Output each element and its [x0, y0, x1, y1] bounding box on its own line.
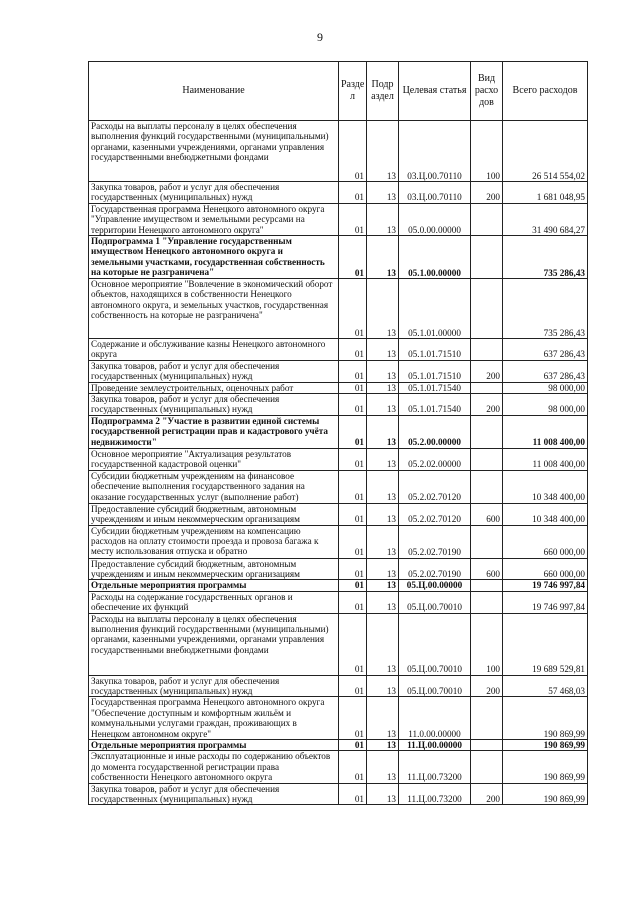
table-row [89, 121, 588, 182]
row-vid: 100 [471, 121, 503, 182]
row-vid [471, 525, 503, 558]
row-name: Предоставление субсидий бюджетным, автономным учреждениям и иным некоммерческим организациям [89, 503, 339, 525]
row-vid: 100 [471, 613, 503, 675]
row-razdel: 01 [339, 470, 367, 503]
row-celevaya: 03.Ц.00.70110 [399, 182, 471, 204]
table-row [89, 503, 588, 525]
table-row [89, 203, 588, 235]
row-celevaya: 05.Ц.00.00000 [399, 580, 471, 591]
row-name: Закупка товаров, работ и услуг для обеспечения государственных (муниципальных) нужд [89, 182, 339, 204]
row-podrazdel: 13 [367, 613, 399, 675]
table-row [89, 751, 588, 783]
row-name: Отдельные мероприятия программы [89, 580, 339, 591]
row-name: Основное мероприятие "Актуализация результатов государственной кадастровой оценки" [89, 448, 339, 470]
row-podrazdel: 13 [367, 394, 399, 416]
row-vid: 600 [471, 503, 503, 525]
row-celevaya: 11.Ц.00.00000 [399, 739, 471, 750]
row-podrazdel: 13 [367, 121, 399, 182]
row-celevaya: 05.Ц.00.70010 [399, 591, 471, 613]
row-razdel: 01 [339, 503, 367, 525]
row-razdel: 01 [339, 558, 367, 580]
row-vid [471, 580, 503, 591]
row-name: Закупка товаров, работ и услуг для обеспечения государственных (муниципальных) нужд [89, 394, 339, 416]
table-body [89, 121, 588, 805]
row-podrazdel: 13 [367, 382, 399, 393]
row-celevaya: 05.1.01.71510 [399, 339, 471, 361]
row-celevaya: 05.0.00.00000 [399, 203, 471, 235]
row-razdel: 01 [339, 182, 367, 204]
header-podrazdel: Подр аздел [367, 62, 399, 121]
row-vid [471, 739, 503, 750]
row-name: Закупка товаров, работ и услуг для обеспечения государственных (муниципальных) нужд [89, 783, 339, 805]
table-row [89, 675, 588, 697]
row-vid [471, 415, 503, 448]
table-row [89, 580, 588, 591]
row-total: 637 286,43 [503, 339, 588, 361]
row-total: 31 490 684,27 [503, 203, 588, 235]
row-podrazdel: 13 [367, 525, 399, 558]
row-vid [471, 751, 503, 783]
row-celevaya: 05.2.02.00000 [399, 448, 471, 470]
header-name: Наименование [89, 62, 339, 121]
row-razdel: 01 [339, 525, 367, 558]
row-celevaya: 05.2.02.70120 [399, 503, 471, 525]
row-total: 660 000,00 [503, 558, 588, 580]
row-vid [471, 697, 503, 740]
header-vid: Вид расхо дов [471, 62, 503, 121]
row-razdel: 01 [339, 279, 367, 339]
row-podrazdel: 13 [367, 580, 399, 591]
row-name: Расходы на выплаты персоналу в целях обеспечения выполнения функций государственными (муниципальными) органами, казенными учреждениями, органами управления государственными внебюджетными фондами [89, 121, 339, 182]
row-total: 1 681 048,95 [503, 182, 588, 204]
row-podrazdel: 13 [367, 182, 399, 204]
row-podrazdel: 13 [367, 675, 399, 697]
row-razdel: 01 [339, 591, 367, 613]
row-celevaya: 03.Ц.00.70110 [399, 121, 471, 182]
row-podrazdel: 13 [367, 751, 399, 783]
row-podrazdel: 13 [367, 558, 399, 580]
row-vid [471, 236, 503, 279]
row-celevaya: 05.1.01.71510 [399, 360, 471, 382]
row-total: 660 000,00 [503, 525, 588, 558]
row-vid: 200 [471, 182, 503, 204]
row-name: Проведение землеустроительных, оценочных работ [89, 382, 339, 393]
row-name: Подпрограмма 2 "Участие в развитии единой системы государственной регистрации прав и кадастрового учёта недвижимости" [89, 415, 339, 448]
header-razdel: Разде л [339, 62, 367, 121]
row-celevaya: 05.2.02.70190 [399, 558, 471, 580]
row-razdel: 01 [339, 394, 367, 416]
row-podrazdel: 13 [367, 503, 399, 525]
row-razdel: 01 [339, 580, 367, 591]
row-name: Субсидии бюджетным учреждениям на финансовое обеспечение выполнения государственного задания на оказание государственных услуг (выполнение работ) [89, 470, 339, 503]
row-vid: 200 [471, 394, 503, 416]
row-razdel: 01 [339, 675, 367, 697]
row-name: Содержание и обслуживание казны Ненецкого автономного округа [89, 339, 339, 361]
row-celevaya: 05.1.01.71540 [399, 394, 471, 416]
row-razdel: 01 [339, 415, 367, 448]
row-name: Субсидии бюджетным учреждениям на компенсацию расходов на оплату стоимости проезда и провоза багажа к месту использования отпуска и обратно [89, 525, 339, 558]
row-celevaya: 05.2.00.00000 [399, 415, 471, 448]
table-row [89, 360, 588, 382]
row-podrazdel: 13 [367, 448, 399, 470]
row-vid: 200 [471, 783, 503, 805]
row-vid: 200 [471, 675, 503, 697]
row-total: 637 286,43 [503, 360, 588, 382]
row-razdel: 01 [339, 613, 367, 675]
row-name: Расходы на выплаты персоналу в целях обеспечения выполнения функций государственными (муниципальными) органами, казенными учреждениями, органами управления государственными внебюджетными фондами [89, 613, 339, 675]
row-vid: 600 [471, 558, 503, 580]
row-podrazdel: 13 [367, 279, 399, 339]
row-razdel: 01 [339, 751, 367, 783]
row-razdel: 01 [339, 697, 367, 740]
row-vid [471, 382, 503, 393]
table-header [89, 62, 588, 121]
row-celevaya: 05.Ц.00.70010 [399, 675, 471, 697]
row-total: 98 000,00 [503, 394, 588, 416]
table-row [89, 470, 588, 503]
row-podrazdel: 13 [367, 783, 399, 805]
table-row [89, 783, 588, 805]
row-celevaya: 05.1.00.00000 [399, 236, 471, 279]
row-name: Основное мероприятие "Вовлечение в экономический оборот объектов, находящихся в собственности Ненецкого автономного округа, и земельных участков, государственная собственность на которые не разграничена" [89, 279, 339, 339]
row-podrazdel: 13 [367, 591, 399, 613]
row-total: 19 689 529,81 [503, 613, 588, 675]
row-celevaya: 11.0.00.00000 [399, 697, 471, 740]
row-vid [471, 203, 503, 235]
row-vid [471, 591, 503, 613]
row-vid [471, 470, 503, 503]
table-row [89, 525, 588, 558]
row-celevaya: 05.2.02.70190 [399, 525, 471, 558]
row-name: Подпрограмма 1 "Управление государственным имуществом Ненецкого автономного округа и земельными участками, государственная собственность на которые не разграничена" [89, 236, 339, 279]
row-total: 19 746 997,84 [503, 591, 588, 613]
row-name: Эксплуатационные и иные расходы по содержанию объектов до момента государственной регистрации права собственности Ненецкого автономного округа [89, 751, 339, 783]
row-name: Закупка товаров, работ и услуг для обеспечения государственных (муниципальных) нужд [89, 675, 339, 697]
row-vid [471, 339, 503, 361]
row-podrazdel: 13 [367, 697, 399, 740]
row-total: 190 869,99 [503, 751, 588, 783]
row-total: 57 468,03 [503, 675, 588, 697]
row-total: 10 348 400,00 [503, 470, 588, 503]
row-razdel: 01 [339, 382, 367, 393]
row-total: 10 348 400,00 [503, 503, 588, 525]
row-podrazdel: 13 [367, 203, 399, 235]
row-celevaya: 11.Ц.00.73200 [399, 751, 471, 783]
row-total: 19 746 997,84 [503, 580, 588, 591]
row-razdel: 01 [339, 203, 367, 235]
row-celevaya: 11.Ц.00.73200 [399, 783, 471, 805]
row-podrazdel: 13 [367, 470, 399, 503]
table-row [89, 415, 588, 448]
row-razdel: 01 [339, 360, 367, 382]
row-total: 190 869,99 [503, 697, 588, 740]
table-row [89, 739, 588, 750]
row-total: 11 008 400,00 [503, 415, 588, 448]
row-total: 735 286,43 [503, 236, 588, 279]
table-row [89, 591, 588, 613]
table-row [89, 279, 588, 339]
row-total: 190 869,99 [503, 739, 588, 750]
table-row [89, 382, 588, 393]
page-number: 9 [317, 30, 323, 44]
row-name: Расходы на содержание государственных органов и обеспечение их функций [89, 591, 339, 613]
table-row [89, 448, 588, 470]
row-razdel: 01 [339, 739, 367, 750]
row-razdel: 01 [339, 448, 367, 470]
row-name: Государственная программа Ненецкого автономного округа "Управление имуществом и земельными ресурсами на территории Ненецкого автономного округа" [89, 203, 339, 235]
row-celevaya: 05.2.02.70120 [399, 470, 471, 503]
table-row [89, 339, 588, 361]
row-razdel: 01 [339, 339, 367, 361]
row-vid [471, 448, 503, 470]
row-name: Предоставление субсидий бюджетным, автономным учреждениям и иным некоммерческим организациям [89, 558, 339, 580]
row-podrazdel: 13 [367, 360, 399, 382]
row-total: 26 514 554,02 [503, 121, 588, 182]
row-total: 190 869,99 [503, 783, 588, 805]
row-podrazdel: 13 [367, 339, 399, 361]
header-celevaya: Целевая статья [399, 62, 471, 121]
row-name: Государственная программа Ненецкого автономного округа "Обеспечение доступным и комфортным жильём и коммунальными услугами граждан, проживающих в Ненецком автономном округе" [89, 697, 339, 740]
row-podrazdel: 13 [367, 739, 399, 750]
row-podrazdel: 13 [367, 415, 399, 448]
row-celevaya: 05.Ц.00.70010 [399, 613, 471, 675]
table-row [89, 236, 588, 279]
row-vid: 200 [471, 360, 503, 382]
row-name: Закупка товаров, работ и услуг для обеспечения государственных (муниципальных) нужд [89, 360, 339, 382]
table-row [89, 182, 588, 204]
table-row [89, 394, 588, 416]
row-podrazdel: 13 [367, 236, 399, 279]
header-total: Всего расходов [503, 62, 588, 121]
row-name: Отдельные мероприятия программы [89, 739, 339, 750]
row-razdel: 01 [339, 236, 367, 279]
row-total: 98 000,00 [503, 382, 588, 393]
row-razdel: 01 [339, 121, 367, 182]
row-total: 11 008 400,00 [503, 448, 588, 470]
row-celevaya: 05.1.01.71540 [399, 382, 471, 393]
row-total: 735 286,43 [503, 279, 588, 339]
table-row [89, 697, 588, 740]
row-vid [471, 279, 503, 339]
budget-table [88, 61, 588, 805]
row-celevaya: 05.1.01.00000 [399, 279, 471, 339]
table-row [89, 613, 588, 675]
row-razdel: 01 [339, 783, 367, 805]
table-row [89, 558, 588, 580]
